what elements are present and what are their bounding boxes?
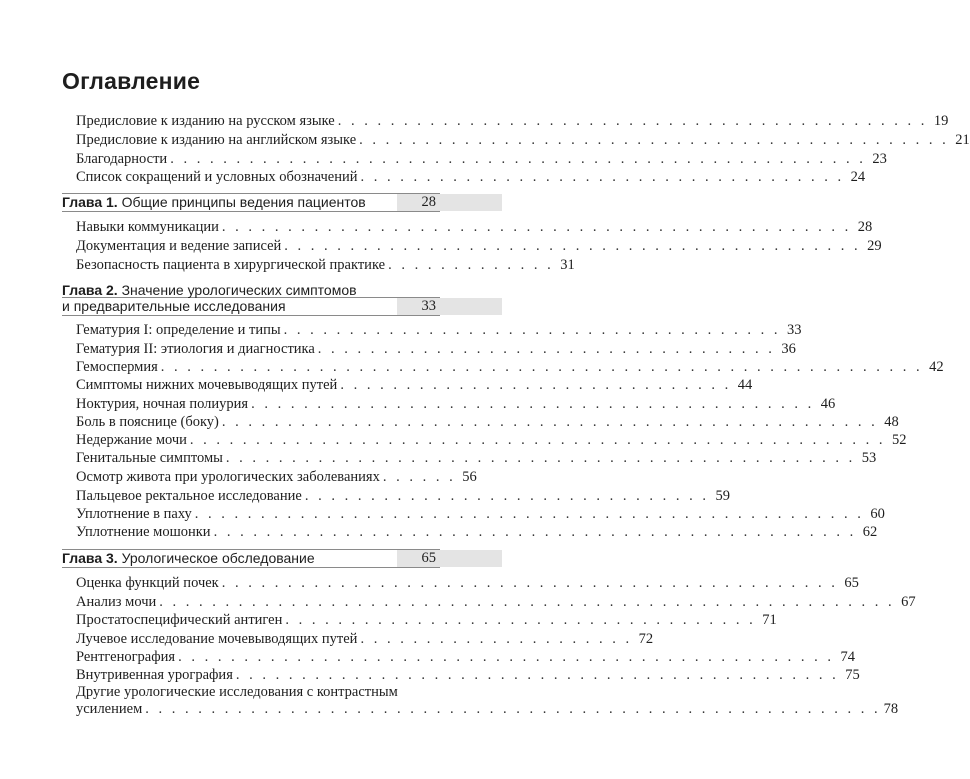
- toc-entry-page: 36: [781, 341, 796, 357]
- leader-dots: . . . . . . . . . . . . . . . . . . . . . . . . . . . . . . . . . . . . . . . . . . . . . . .: [221, 575, 838, 591]
- toc-entry: [76, 611, 777, 629]
- chapter-title: Общие принципы ведения пациентов: [121, 194, 366, 210]
- toc-entry: [76, 256, 575, 274]
- toc-entry: [76, 468, 477, 486]
- toc-entry-title: Осмотр живота при урологических заболеваниях: [76, 469, 380, 485]
- toc-entry-page: 29: [867, 238, 882, 254]
- toc-entry-title: Симптомы нижних мочевыводящих путей: [76, 377, 338, 393]
- toc-entry-page: 71: [762, 612, 777, 628]
- toc-entry-page: 48: [884, 414, 899, 430]
- toc-entry-title: Внутривенная урография: [76, 667, 233, 683]
- toc-entry-title: Рентгенография: [76, 649, 176, 665]
- toc-entry-title: Гематурия II: этиология и диагностика: [76, 341, 315, 357]
- toc-entry-page: 74: [840, 649, 855, 665]
- toc-entry-page: 19: [933, 113, 949, 129]
- toc-entry-page: 78: [883, 701, 899, 717]
- toc-entry: [76, 574, 859, 592]
- leader-dots: . . . . . . . . . . . . . . . . . . . . .: [360, 631, 633, 647]
- toc-entry-page: 72: [638, 631, 654, 647]
- toc-entry-page: 75: [845, 667, 860, 683]
- toc-entry-page: 53: [861, 450, 877, 466]
- toc-entry-title: Предисловие к изданию на английском языке: [76, 132, 357, 148]
- chapter-title: Урологическое обследование: [121, 550, 315, 566]
- leader-dots: . . . . . . . . . . . . . . . . . . . . . . . . . . . . . . . . . . . . . . . . . . . . . . . . . . . . . . . .: [159, 594, 895, 610]
- toc-entry-page: 23: [872, 151, 887, 167]
- chapter-heading: [62, 546, 440, 568]
- leader-dots: . . . . . . . . . . . . . . . . . . . . . . . . . . . . . . . . . . . . . . . . . . . . .: [359, 132, 949, 148]
- toc-entry-title: Безопасность пациента в хирургической практике: [76, 257, 386, 273]
- leader-dots: . . . . . . . . . . . . . . . . . . . . . . . . . . . . . . . . . . . . . . . . . . . . . . . .: [225, 450, 856, 466]
- toc-entry: [76, 358, 944, 376]
- toc-entry-title: Уплотнение мошонки: [76, 524, 211, 540]
- leader-dots: . . . . . . . . . . . . . . . . . . . . . . . . . . . . . . . . . . . . . . . . . . . . . . . . . .: [178, 649, 834, 665]
- toc-entry: [76, 340, 796, 358]
- leader-dots: . . . . . . . . . . . . . . . . . . . . . . . . . . . . . . . . . . .: [317, 341, 775, 357]
- toc-entry-page: 46: [820, 396, 836, 412]
- chapter-label: Глава 2.: [62, 282, 118, 298]
- toc-entry: [76, 523, 878, 541]
- toc-entry-page: 62: [862, 524, 878, 540]
- toc-entry: [76, 376, 753, 394]
- toc-entry-page: 52: [892, 432, 907, 448]
- leader-dots: . . . . . . . . . . . . . . . . . . . . . . . . . . . . . . . . . . . . . .: [283, 322, 781, 338]
- leader-dots: . . . . . . . . . . . . . . . . . . . . . . . . . . . . . . . . . . . .: [285, 612, 756, 628]
- toc-entry-page: 31: [560, 257, 575, 273]
- chapter-heading: [62, 190, 440, 212]
- toc-entry-title: Оценка функций почек: [76, 575, 219, 591]
- chapter-title-continued: и предварительные исследования: [62, 298, 286, 314]
- toc-entry-title-continued: усилением: [76, 701, 143, 717]
- toc-entry-page: 28: [857, 219, 873, 235]
- page-title: Оглавление: [62, 68, 201, 94]
- leader-dots: . . . . . . . . . . . . . . . . . . . . . . . . . . . . . . .: [304, 488, 709, 504]
- toc-entry-title: Навыки коммуникации: [76, 219, 219, 235]
- toc-entry-title: Простатоспецифический антиген: [76, 612, 283, 628]
- toc-entry-page: 59: [715, 488, 730, 504]
- toc-entry-title: Пальцевое ректальное исследование: [76, 488, 302, 504]
- chapter-title: Значение урологических симптомов: [121, 282, 357, 298]
- toc-entry-title: Документация и ведение записей: [76, 238, 282, 254]
- toc-entry: [76, 413, 899, 431]
- toc-entry: [76, 505, 885, 523]
- leader-dots: . . . . . . . . . . . . . . . . . . . . . . . . . . . . . . . . . . . . . . . . . . . . .: [337, 113, 928, 129]
- toc-entry-page: 60: [870, 506, 885, 522]
- toc-entry-page: 65: [844, 575, 859, 591]
- toc-entry: [76, 321, 802, 339]
- leader-dots: . . . . . . . . . . . . . . . . . . . . . . . . . . . . . . . . . . . . . . . . . . .: [251, 396, 815, 412]
- chapter-page: 33: [421, 298, 436, 314]
- toc-entry-page: 24: [850, 169, 866, 185]
- toc-entry-page: 67: [901, 594, 916, 610]
- toc-entry-title: Анализ мочи: [76, 594, 157, 610]
- toc-entry-title: Гемоспермия: [76, 359, 158, 375]
- leader-dots: . . . . . . . . . . . . . . . . . . . . . . . . . . . . . . . . . . . . . . . . . . . . . . . . . . . . .: [189, 432, 886, 448]
- toc-entry: [76, 168, 866, 186]
- chapter-page-shade: [397, 550, 502, 567]
- chapter-page: 28: [421, 194, 436, 210]
- toc-entry-title: Боль в пояснице (боку): [76, 414, 219, 430]
- leader-dots: . . . . . . . . . . . . . . . . . . . . . . . . . . . . . . . . . . . . . . . . . . . .: [284, 238, 861, 254]
- leader-dots: . . . . . . . . . . . . . . . . . . . . . . . . . . . . . . . . . . . . . . . . . . . . . . . . . . . . . . . .: [145, 701, 881, 717]
- toc-entry: [76, 593, 916, 611]
- chapter-heading: [62, 280, 440, 316]
- toc-entry-title: Предисловие к изданию на русском языке: [76, 113, 335, 129]
- toc-entry-page: 56: [462, 469, 477, 485]
- leader-dots: . . . . . . . . . . . . . . . . . . . . . . . . . . . . . .: [340, 377, 732, 393]
- toc-entry-title: Список сокращений и условных обозначений: [76, 169, 358, 185]
- toc-entry-page: 21: [955, 132, 970, 148]
- toc-entry: [76, 630, 654, 648]
- leader-dots: . . . . . . . . . . . . . . . . . . . . . . . . . . . . . . . . . . . . . . . . . . . . . .: [235, 667, 839, 683]
- chapter-page-shade: [397, 194, 502, 211]
- toc-entry-title: Недержание мочи: [76, 432, 187, 448]
- toc-entry: [76, 431, 907, 449]
- chapter-label: Глава 3.: [62, 550, 118, 566]
- leader-dots: . . . . . . . . . . . . . . . . . . . . . . . . . . . . . . . . . . . . . . . . . . . . . . . . . .: [221, 414, 878, 430]
- toc-entry-title: Благодарности: [76, 151, 168, 167]
- toc-entry-title: Лучевое исследование мочевыводящих путей: [76, 631, 358, 647]
- toc-entry: [76, 395, 836, 413]
- toc-entry-title: Гематурия I: определение и типы: [76, 322, 281, 338]
- toc-entry: [76, 449, 877, 467]
- toc-entry: [76, 487, 730, 505]
- toc-entry: [76, 218, 873, 236]
- toc-entry-title: Другие урологические исследования с контрастным: [76, 684, 398, 700]
- toc-entry: [76, 684, 899, 718]
- toc-entry-title: Уплотнение в паху: [76, 506, 192, 522]
- toc-entry: [76, 131, 970, 149]
- toc-entry: [76, 648, 855, 666]
- toc-entry: [76, 237, 882, 255]
- chapter-page-shade: [397, 298, 502, 315]
- leader-dots: . . . . . .: [382, 469, 456, 485]
- leader-dots: . . . . . . . . . . . . . . . . . . . . . . . . . . . . . . . . . . . . . . . . . . . . . . . . .: [213, 524, 857, 540]
- toc-entry-page: 33: [786, 322, 802, 338]
- leader-dots: . . . . . . . . . . . . . . . . . . . . . . . . . . . . . . . . . . . . . . . . . . . . . . . . . . .: [194, 506, 864, 522]
- toc-entry: [76, 112, 949, 130]
- toc-entry-page: 42: [929, 359, 944, 375]
- leader-dots: . . . . . . . . . . . . . . . . . . . . . . . . . . . . . . . . . . . . . . . . . . . . . . . .: [221, 219, 852, 235]
- toc-entry: [76, 150, 887, 168]
- leader-dots: . . . . . . . . . . . . . . . . . . . . . . . . . . . . . . . . . . . . . . . . . . . . . . . . . . . . . . . . . .: [160, 359, 923, 375]
- toc-entry: [76, 666, 860, 684]
- leader-dots: . . . . . . . . . . . . . . . . . . . . . . . . . . . . . . . . . . . . . . . . . . . . . . . . . . . . .: [170, 151, 866, 167]
- toc-entry-page: 44: [737, 377, 753, 393]
- leader-dots: . . . . . . . . . . . . .: [388, 257, 554, 273]
- chapter-page: 65: [421, 550, 436, 566]
- chapter-label: Глава 1.: [62, 194, 118, 210]
- leader-dots: . . . . . . . . . . . . . . . . . . . . . . . . . . . . . . . . . . . . .: [360, 169, 845, 185]
- toc-entry-title: Генитальные симптомы: [76, 450, 223, 466]
- toc-entry-title: Ноктурия, ночная полиурия: [76, 396, 249, 412]
